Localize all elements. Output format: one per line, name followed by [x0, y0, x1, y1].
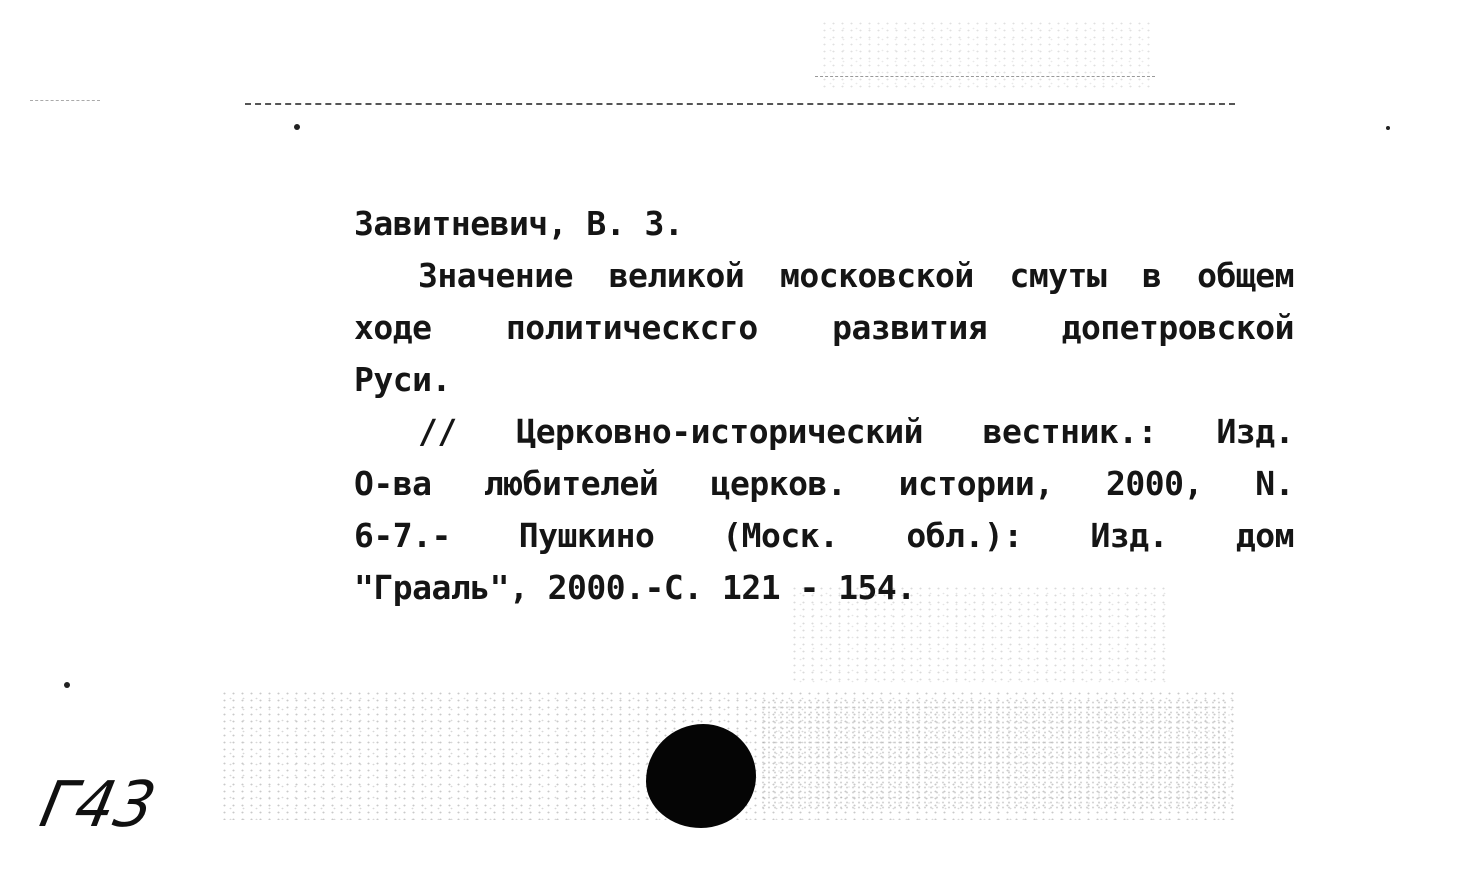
margin-rule	[30, 100, 100, 101]
source-line: // Церковно-исторический вестник.: Изд.	[418, 412, 1294, 451]
source-line: 6-7.- Пушкино (Моск. обл.): Изд. дом	[354, 516, 1294, 555]
title-line: Руси.	[354, 360, 451, 399]
scan-noise-top	[820, 20, 1150, 90]
entry-author: Завитневич, В. З.	[354, 204, 684, 243]
source-line: О-ва любителей церков. истории, 2000, N.	[354, 464, 1294, 503]
speck	[1386, 126, 1390, 130]
title-line: ходе политическсго развития допетровской	[354, 308, 1294, 347]
bibliographic-entry	[354, 198, 1294, 614]
top-rule	[245, 103, 1235, 105]
title-line: Значение великой московской смуты в общем	[418, 256, 1294, 295]
handwritten-mark: Г43	[34, 768, 163, 842]
bleed-through-text	[760, 700, 1230, 810]
entry-title	[354, 250, 1294, 406]
speck	[294, 124, 300, 130]
ink-stain	[646, 724, 756, 828]
source-line: "Грааль", 2000.-С. 121 - 154.	[354, 568, 916, 607]
entry-source	[354, 406, 1294, 614]
speck	[64, 682, 70, 688]
